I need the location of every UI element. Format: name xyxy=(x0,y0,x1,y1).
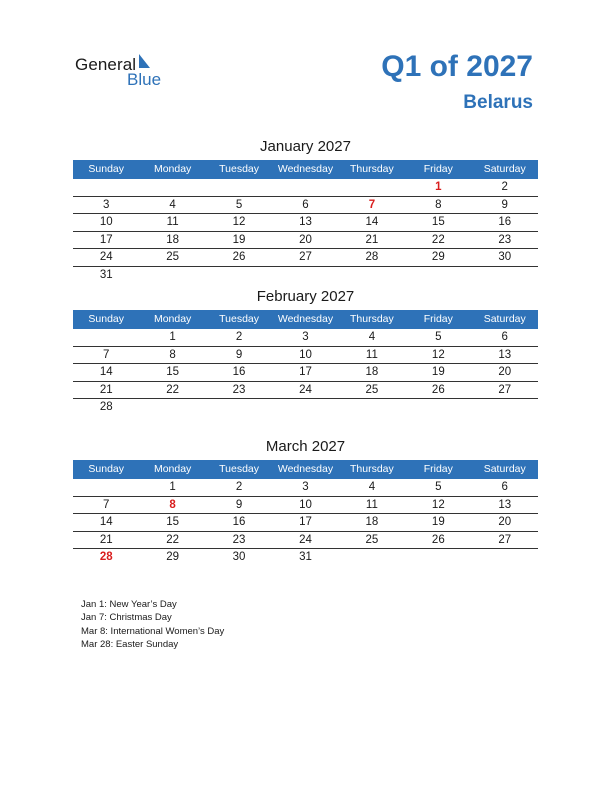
day-cell: 5 xyxy=(235,198,243,211)
weekday-label: Friday xyxy=(423,163,453,175)
holiday-day-cell: 1 xyxy=(435,181,442,193)
day-cell: 26 xyxy=(431,383,445,396)
week-row xyxy=(73,329,538,347)
day-cell: 15 xyxy=(431,216,445,228)
day-cell xyxy=(472,267,538,284)
weekday-label: Wednesday xyxy=(277,163,334,175)
weekday-header xyxy=(73,160,538,179)
weekday-label: Sunday xyxy=(88,163,125,175)
day-cell: 14 xyxy=(365,216,379,228)
day-cell: 25 xyxy=(166,251,180,263)
weekday-label: Monday xyxy=(153,463,192,475)
day-cell: 27 xyxy=(498,533,512,546)
day-cell xyxy=(405,399,471,416)
day-cell xyxy=(206,179,272,196)
day-cell: 2 xyxy=(235,481,243,493)
weekday-label: Friday xyxy=(423,463,453,475)
day-cell: 8 xyxy=(169,348,176,361)
day-cell: 29 xyxy=(166,551,180,563)
day-cell: 16 xyxy=(232,366,246,378)
day-cell xyxy=(472,399,538,416)
holiday-list-item: Mar 8: International Women’s Day xyxy=(81,625,225,637)
weekday-label: Thursday xyxy=(350,463,394,475)
weekday-label: Sunday xyxy=(88,463,125,475)
day-cell: 10 xyxy=(299,498,312,511)
day-cell: 4 xyxy=(169,198,176,211)
day-cell xyxy=(405,267,471,284)
day-cell: 7 xyxy=(103,498,110,511)
month-title: February 2027 xyxy=(256,288,355,305)
week-row xyxy=(73,532,538,550)
day-cell xyxy=(73,329,139,346)
day-cell: 2 xyxy=(501,181,508,193)
day-cell: 17 xyxy=(299,366,312,378)
day-cell: 24 xyxy=(99,251,113,263)
weekday-label: Monday xyxy=(153,313,192,325)
day-cell: 27 xyxy=(299,251,312,263)
day-cell: 31 xyxy=(99,268,113,281)
day-cell: 15 xyxy=(166,516,180,528)
weekday-label: Wednesday xyxy=(277,463,334,475)
day-cell xyxy=(139,399,205,416)
weekday-header xyxy=(73,310,538,329)
weekday-label: Wednesday xyxy=(277,313,334,325)
day-cell: 19 xyxy=(431,516,445,528)
day-cell: 8 xyxy=(435,198,442,211)
day-cell: 6 xyxy=(302,198,309,211)
day-cell: 3 xyxy=(302,331,309,343)
day-cell xyxy=(272,399,338,416)
day-cell: 25 xyxy=(365,383,379,396)
day-cell xyxy=(206,267,272,284)
day-cell xyxy=(206,399,272,416)
holiday-list xyxy=(81,598,224,651)
day-cell: 28 xyxy=(365,251,379,263)
page-title: Q1 of 2027 xyxy=(381,50,533,83)
weekday-label: Saturday xyxy=(483,163,526,175)
day-cell: 13 xyxy=(498,498,512,511)
holiday-day-cell: 8 xyxy=(169,498,176,511)
day-cell: 11 xyxy=(166,216,179,228)
day-cell: 14 xyxy=(99,366,113,378)
week-row xyxy=(73,232,538,250)
day-cell: 9 xyxy=(235,498,243,511)
holiday-list-item: Mar 28: Easter Sunday xyxy=(81,638,179,650)
day-cell: 19 xyxy=(232,233,246,246)
day-cell xyxy=(339,549,405,566)
day-cell: 6 xyxy=(501,481,508,493)
month-title: January 2027 xyxy=(260,138,351,155)
generalblue-logo xyxy=(75,52,175,92)
logo-general-text: General xyxy=(75,55,137,74)
day-cell: 26 xyxy=(431,533,445,546)
day-cell xyxy=(339,179,405,196)
day-cell: 13 xyxy=(498,348,512,361)
week-row xyxy=(73,347,538,365)
day-cell: 19 xyxy=(431,366,445,378)
month-title: March 2027 xyxy=(265,438,346,455)
day-cell: 16 xyxy=(498,216,512,228)
day-cell: 18 xyxy=(166,233,180,246)
weekday-label: Monday xyxy=(153,163,192,175)
day-cell xyxy=(73,479,139,496)
day-cell: 21 xyxy=(99,383,113,396)
day-cell: 9 xyxy=(501,198,508,211)
weekday-label: Tuesday xyxy=(219,463,259,475)
logo-triangle-icon xyxy=(139,54,150,68)
day-cell: 3 xyxy=(103,198,110,211)
day-cell: 23 xyxy=(498,233,512,246)
day-cell xyxy=(272,179,338,196)
weekday-label: Saturday xyxy=(483,313,526,325)
day-cell xyxy=(339,267,405,284)
day-cell: 5 xyxy=(435,481,442,493)
week-row xyxy=(73,267,538,284)
day-cell: 23 xyxy=(232,533,246,546)
weekday-label: Saturday xyxy=(483,463,526,475)
day-cell: 24 xyxy=(299,533,312,546)
day-cell: 20 xyxy=(498,366,512,378)
weekday-label: Sunday xyxy=(88,313,125,325)
day-cell: 18 xyxy=(365,366,379,378)
day-cell xyxy=(139,267,205,284)
day-cell xyxy=(272,267,338,284)
month-march xyxy=(73,437,538,566)
day-cell: 10 xyxy=(99,216,113,228)
logo-blue-text: Blue xyxy=(127,70,162,89)
week-row xyxy=(73,382,538,400)
day-cell: 1 xyxy=(169,331,176,343)
week-row xyxy=(73,399,538,416)
week-row xyxy=(73,549,538,566)
weekday-label: Tuesday xyxy=(219,313,259,325)
day-cell xyxy=(73,179,139,196)
day-cell: 17 xyxy=(99,233,113,246)
weekday-header xyxy=(73,460,538,479)
day-cell: 7 xyxy=(103,348,110,361)
day-cell: 16 xyxy=(232,516,246,528)
country-name: Belarus xyxy=(463,92,533,113)
month-february xyxy=(73,287,538,416)
day-cell xyxy=(405,549,471,566)
day-cell: 29 xyxy=(431,251,445,263)
day-cell: 22 xyxy=(431,233,445,246)
day-cell: 15 xyxy=(166,366,180,378)
week-row xyxy=(73,364,538,382)
holiday-list-item: Jan 1: New Year’s Day xyxy=(81,599,177,610)
day-cell: 21 xyxy=(365,233,379,246)
day-cell xyxy=(139,179,205,196)
day-cell: 12 xyxy=(431,348,445,361)
day-cell: 17 xyxy=(299,516,312,528)
week-row xyxy=(73,497,538,515)
day-cell xyxy=(472,549,538,566)
week-row xyxy=(73,197,538,215)
day-cell: 30 xyxy=(498,251,512,263)
holiday-day-cell: 7 xyxy=(368,198,376,211)
week-row xyxy=(73,179,538,197)
day-cell: 21 xyxy=(99,533,113,546)
weekday-label: Tuesday xyxy=(219,163,259,175)
day-cell: 27 xyxy=(498,383,512,396)
weekday-label: Thursday xyxy=(350,313,394,325)
day-cell: 30 xyxy=(232,551,246,563)
week-row xyxy=(73,214,538,232)
day-cell: 25 xyxy=(365,533,379,546)
day-cell: 6 xyxy=(501,331,508,343)
day-cell: 31 xyxy=(299,551,312,563)
day-cell: 12 xyxy=(431,498,445,511)
week-row xyxy=(73,514,538,532)
day-cell: 20 xyxy=(498,516,512,528)
day-cell: 22 xyxy=(166,383,180,396)
day-cell: 26 xyxy=(232,251,246,263)
weekday-label: Thursday xyxy=(350,163,394,175)
day-cell: 13 xyxy=(299,216,312,228)
month-january xyxy=(73,137,538,283)
day-cell: 14 xyxy=(99,516,113,528)
week-row xyxy=(73,249,538,267)
day-cell xyxy=(339,399,405,416)
day-cell: 24 xyxy=(299,383,312,396)
day-cell: 23 xyxy=(232,383,246,396)
holiday-list-item: Jan 7: Christmas Day xyxy=(81,612,172,624)
week-row xyxy=(73,479,538,497)
day-cell: 12 xyxy=(232,216,246,228)
day-cell: 9 xyxy=(235,348,243,361)
day-cell: 5 xyxy=(435,331,442,343)
day-cell: 11 xyxy=(365,498,378,511)
weekday-label: Friday xyxy=(423,313,453,325)
day-cell: 1 xyxy=(169,481,176,493)
day-cell: 4 xyxy=(368,331,376,343)
day-cell: 20 xyxy=(299,233,312,246)
day-cell: 22 xyxy=(166,533,180,546)
day-cell: 3 xyxy=(302,481,309,493)
holiday-day-cell: 28 xyxy=(99,551,113,563)
day-cell: 11 xyxy=(365,348,378,361)
day-cell: 10 xyxy=(299,348,312,361)
day-cell: 2 xyxy=(235,331,243,343)
day-cell: 4 xyxy=(368,481,376,493)
day-cell: 28 xyxy=(99,401,113,413)
day-cell: 18 xyxy=(365,516,379,528)
